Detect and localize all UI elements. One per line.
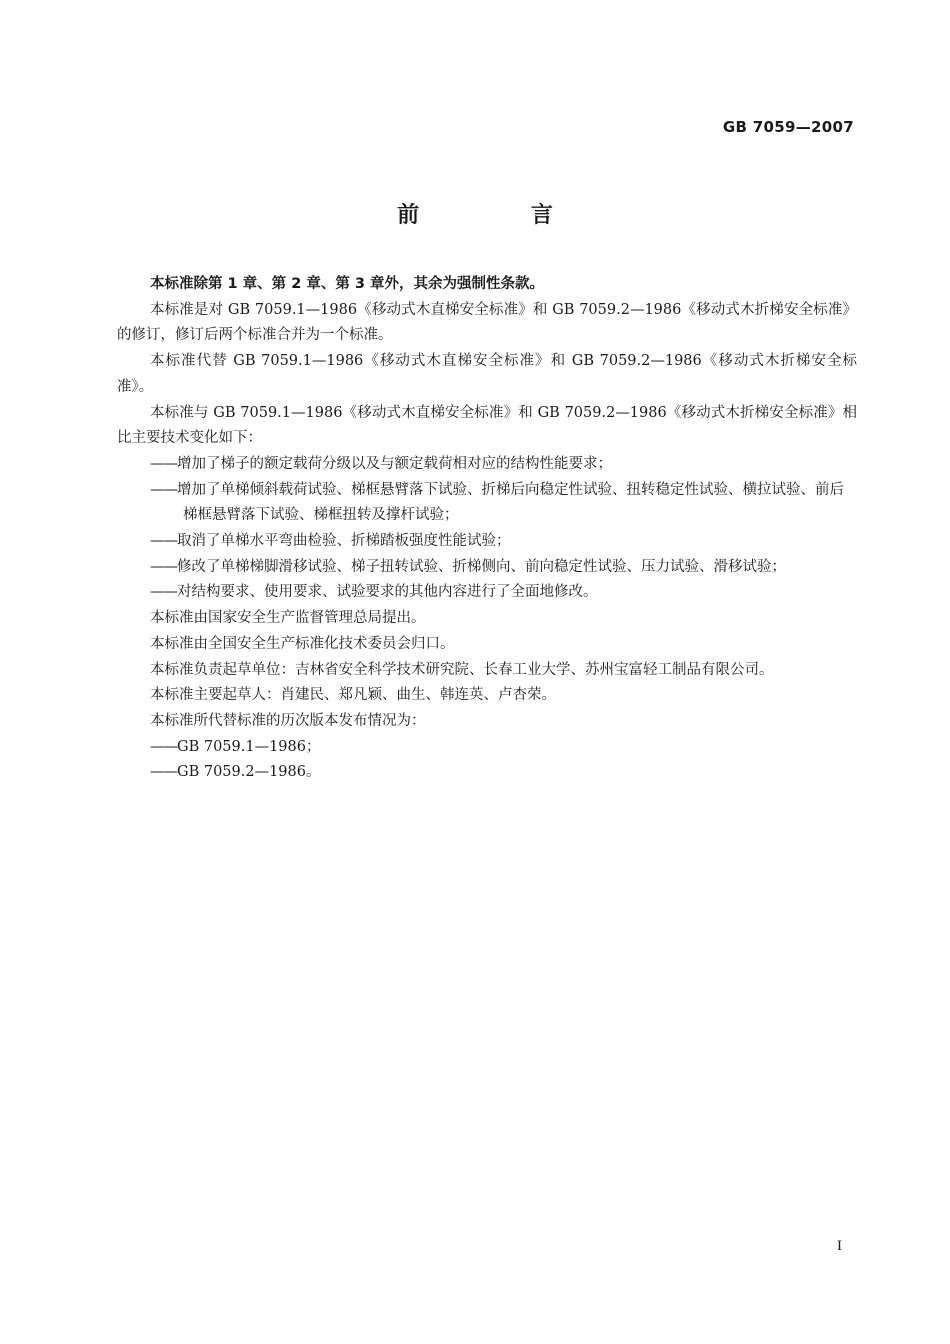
paragraph-drafting-units: 本标准负责起草单位：吉林省安全科学技术研究院、长春工业大学、苏州宝富轻工制品有限公司。	[150, 661, 774, 678]
list-item-text: 取消了单梯水平弯曲检验、折梯踏板强度性能试验；	[177, 533, 511, 550]
paragraph-versions-intro: 本标准所代替标准的历次版本发布情况为：	[150, 712, 426, 729]
changes-list	[117, 452, 857, 606]
list-item	[117, 760, 857, 786]
list-item-text: 增加了单梯倾斜载荷试验、梯框悬臂落下试验、折梯后向稳定性试验、扭转稳定性试验、横拉试验、前后梯框悬臂落下试验、梯框扭转及撑杆试验；	[177, 481, 844, 524]
dash-marker: ——	[150, 558, 177, 575]
paragraph-changes-intro: 本标准与 GB 7059.1—1986《移动式木直梯安全标准》和 GB 7059.2—1986《移动式木折梯安全标准》相比主要技术变化如下：	[117, 404, 857, 447]
dash-marker: ——	[150, 738, 177, 755]
list-item-text: GB 7059.2—1986。	[177, 764, 321, 781]
list-item	[117, 580, 857, 606]
dash-marker: ——	[150, 455, 177, 472]
list-item-text: 对结构要求、使用要求、试验要求的其他内容进行了全面地修改。	[177, 584, 598, 601]
list-item	[117, 555, 857, 581]
paragraph-centralized-by: 本标准由全国安全生产标准化技术委员会归口。	[150, 635, 455, 652]
versions-list	[117, 735, 857, 786]
standard-number: GB 7059—2007	[722, 118, 854, 136]
dash-marker: ——	[150, 764, 177, 781]
list-item-text: 增加了梯子的额定载荷分级以及与额定载荷相对应的结构性能要求；	[177, 455, 612, 472]
list-item	[117, 452, 857, 478]
paragraph-replaces: 本标准代替 GB 7059.1—1986《移动式木直梯安全标准》和 GB 7059.2—1986《移动式木折梯安全标准》。	[117, 353, 857, 395]
paragraph-drafters: 本标准主要起草人：肖建民、郑凡颖、曲生、韩连英、卢杏荣。	[150, 687, 556, 704]
foreword-body	[117, 272, 857, 786]
list-item-text: GB 7059.1—1986；	[177, 738, 321, 755]
paragraph-proposed-by: 本标准由国家安全生产监督管理总局提出。	[150, 610, 426, 627]
list-item	[117, 478, 857, 529]
dash-marker: ——	[150, 584, 177, 601]
dash-marker: ——	[150, 533, 177, 550]
dash-marker: ——	[150, 481, 177, 498]
list-item	[117, 529, 857, 555]
page-title: 前 言	[397, 203, 605, 228]
list-item-text: 修改了单梯梯脚滑移试验、梯子扭转试验、折梯侧向、前向稳定性试验、压力试验、滑移试验；	[177, 558, 786, 575]
list-item	[117, 735, 857, 761]
paragraph-mandatory-clauses: 本标准除第 1 章、第 2 章、第 3 章外，其余为强制性条款。	[150, 276, 545, 292]
paragraph-revision: 本标准是对 GB 7059.1—1986《移动式木直梯安全标准》和 GB 7059.2—1986《移动式木折梯安全标准》的修订，修订后两个标准合并为一个标准。	[117, 301, 857, 344]
page-number: I	[837, 1238, 842, 1254]
